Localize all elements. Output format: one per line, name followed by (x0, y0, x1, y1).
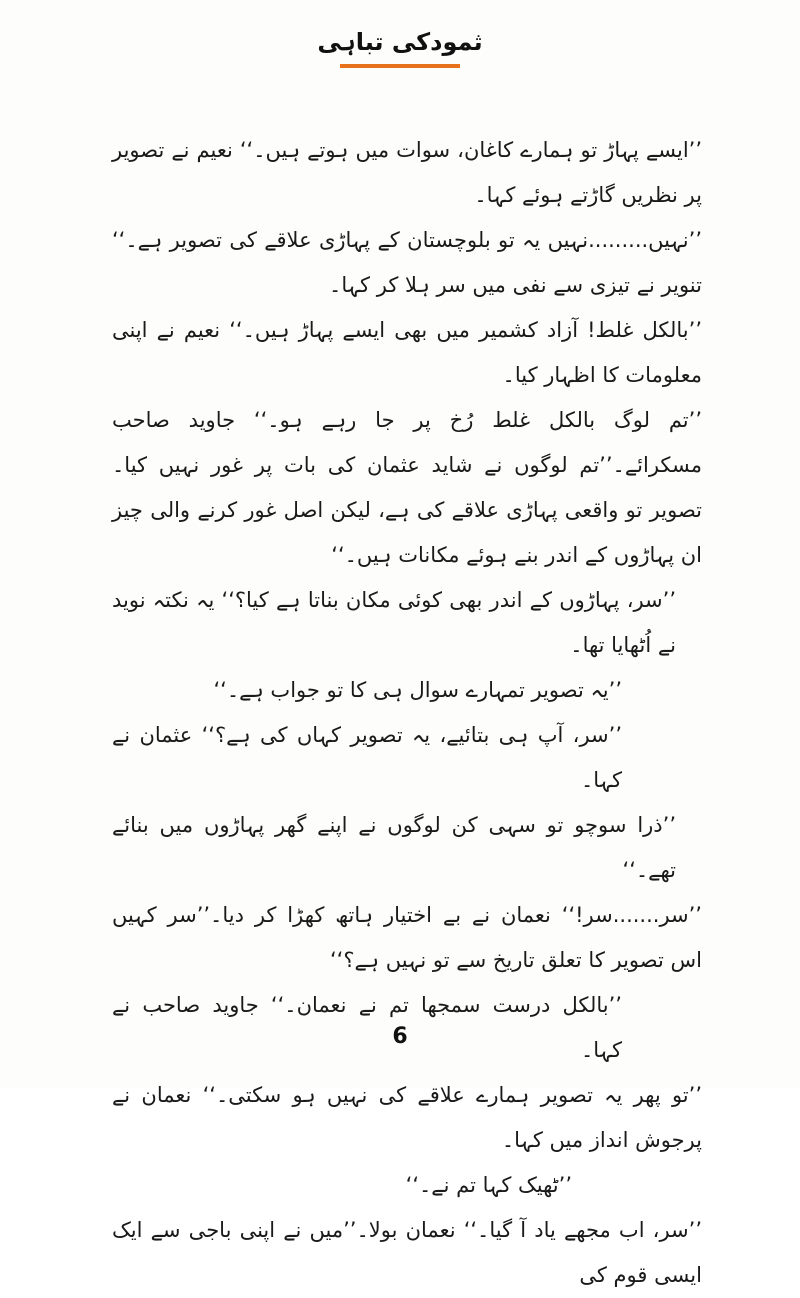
paragraph: ’’سر، آپ ہی بتائیے، یہ تصویر کہاں کی ہے؟‘‘ عثمان نے کہا۔ (112, 723, 622, 792)
chapter-title: ثمودکی تباہی (317, 28, 483, 56)
paragraph: ’’بالکل درست سمجھا تم نے نعمان۔‘‘ جاوید صاحب نے کہا۔ (112, 993, 622, 1062)
title-underline (340, 64, 460, 68)
paragraph: ’’یہ تصویر تمہارے سوال ہی کا تو جواب ہے۔‘‘ (213, 678, 622, 702)
paragraph: ’’نہیں.........نہیں یہ تو بلوچستان کے پہاڑی علاقے کی تصویر ہے۔‘‘ تنویر نے تیزی سے نفی میں سر ہلا کر کہا۔ (112, 228, 702, 297)
paragraph: ’’بالکل غلط! آزاد کشمیر میں بھی ایسے پہاڑ ہیں۔‘‘ نعیم نے اپنی معلومات کا اظہار کیا۔ (112, 318, 702, 387)
paragraph: ’’ٹھیک کہا تم نے۔‘‘ (405, 1173, 572, 1197)
paragraph: ’’سر، اب مجھے یاد آ گیا۔‘‘ نعمان بولا۔’’میں نے اپنی باجی سے ایک ایسی قوم کی (112, 1218, 702, 1287)
paragraph: ’’تم لوگ بالکل غلط رُخ پر جا رہے ہو۔‘‘ جاوید صاحب مسکرائے۔’’تم لوگوں نے شاید عثمان کی بات پر غور نہیں کیا۔ تصویر تو واقعی پہاڑی علاقے کی ہے، لیکن اصل غور کرنے والی چیز ان پہاڑوں کے اندر بنے ہوئے مکانات ہیں۔‘‘ (112, 408, 702, 567)
paragraph: ’’سر.......سر!‘‘ نعمان نے بے اختیار ہاتھ کھڑا کر دیا۔’’سر کہیں اس تصویر کا تعلق تاریخ سے تو نہیں ہے؟‘‘ (112, 903, 702, 972)
page-body (112, 128, 702, 1298)
page-number: 6 (392, 1024, 408, 1049)
paragraph: ’’سر، پہاڑوں کے اندر بھی کوئی مکان بناتا ہے کیا؟‘‘ یہ نکتہ نوید نے اُٹھایا تھا۔ (112, 588, 676, 657)
paragraph: ’’ذرا سوچو تو سہی کن لوگوں نے اپنے گھر پہاڑوں میں بنائے تھے۔‘‘ (112, 813, 676, 882)
paragraph: ’’ایسے پہاڑ تو ہمارے کاغان، سوات میں ہوتے ہیں۔‘‘ نعیم نے تصویر پر نظریں گاڑتے ہوئے کہا۔ (112, 138, 702, 207)
paragraph: ’’تو پھر یہ تصویر ہمارے علاقے کی نہیں ہو سکتی۔‘‘ نعمان نے پرجوش انداز میں کہا۔ (112, 1083, 702, 1152)
